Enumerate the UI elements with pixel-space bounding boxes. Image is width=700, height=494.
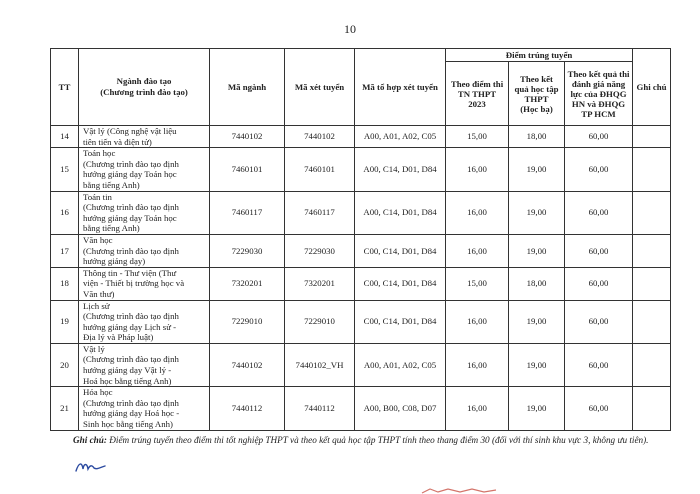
cell-admission-code: 7440102 [285, 126, 355, 148]
admission-score-table [50, 48, 671, 431]
cell-score-dhqg: 60,00 [565, 126, 633, 148]
header-note: Ghi chú [633, 49, 671, 126]
cell-major-code: 7440112 [210, 387, 285, 430]
cell-subject-group: C00, C14, D01, D84 [355, 267, 446, 300]
table-row [51, 234, 671, 267]
cell-note [633, 267, 671, 300]
cell-major-code: 7229010 [210, 300, 285, 343]
cell-score-hocba: 18,00 [509, 126, 565, 148]
header-score-group: Điểm trúng tuyển [446, 49, 633, 62]
cell-tt: 17 [51, 234, 79, 267]
header-admission-code: Mã xét tuyển [285, 49, 355, 126]
cell-note [633, 148, 671, 191]
cell-program: Lịch sử (Chương trình đào tạo định hướng giảng dạy Lịch sử - Địa lý và Pháp luật) [79, 300, 210, 343]
header-tt: TT [51, 49, 79, 126]
cell-note [633, 234, 671, 267]
cell-score-hocba: 19,00 [509, 148, 565, 191]
cell-score-thpt: 16,00 [446, 387, 509, 430]
cell-score-thpt: 16,00 [446, 343, 509, 386]
cell-score-dhqg: 60,00 [565, 148, 633, 191]
cell-program: Toán tin (Chương trình đào tạo định hướng giảng dạy Toán học bằng tiếng Anh) [79, 191, 210, 234]
cell-major-code: 7229030 [210, 234, 285, 267]
cell-admission-code: 7440112 [285, 387, 355, 430]
cell-major-code: 7440102 [210, 343, 285, 386]
cell-admission-code: 7320201 [285, 267, 355, 300]
cell-program: Thông tin - Thư viện (Thư viện - Thiết bị trường học và Văn thư) [79, 267, 210, 300]
cell-note [633, 387, 671, 430]
table-row [51, 148, 671, 191]
table-row [51, 267, 671, 300]
cell-subject-group: A00, A01, A02, C05 [355, 126, 446, 148]
cell-admission-code: 7460101 [285, 148, 355, 191]
footnote-text: Điểm trúng tuyển theo điểm thi tốt nghiệp THPT và theo kết quả học tập THPT tính theo thang điểm 30 (đối với thí sinh khu vực 3, không ưu tiên). [106, 435, 649, 445]
header-major-code: Mã ngành [210, 49, 285, 126]
table-body [51, 126, 671, 431]
table-row [51, 343, 671, 386]
cell-score-thpt: 16,00 [446, 191, 509, 234]
header-score-thpt: Theo điểm thi TN THPT 2023 [446, 62, 509, 126]
header-score-dhqg: Theo kết quả thi đánh giá năng lực của ĐHQG HN và ĐHQG TP HCM [565, 62, 633, 126]
cell-note [633, 126, 671, 148]
cell-note [633, 343, 671, 386]
cell-tt: 21 [51, 387, 79, 430]
cell-score-thpt: 16,00 [446, 300, 509, 343]
footnote-label: Ghi chú: [73, 435, 107, 445]
cell-score-thpt: 16,00 [446, 234, 509, 267]
cell-subject-group: C00, C14, D01, D84 [355, 234, 446, 267]
table-row [51, 387, 671, 430]
cell-score-dhqg: 60,00 [565, 343, 633, 386]
cell-subject-group: A00, A01, A02, C05 [355, 343, 446, 386]
cell-note [633, 300, 671, 343]
cell-admission-code: 7229030 [285, 234, 355, 267]
cell-score-dhqg: 60,00 [565, 267, 633, 300]
cell-note [633, 191, 671, 234]
cell-score-hocba: 19,00 [509, 191, 565, 234]
cell-tt: 18 [51, 267, 79, 300]
cell-score-thpt: 15,00 [446, 267, 509, 300]
cell-tt: 16 [51, 191, 79, 234]
cell-score-hocba: 19,00 [509, 300, 565, 343]
signature-mark [74, 460, 108, 474]
header-program: Ngành đào tạo (Chương trình đào tạo) [79, 49, 210, 126]
cell-tt: 15 [51, 148, 79, 191]
cell-program: Văn học (Chương trình đào tạo định hướng giảng dạy) [79, 234, 210, 267]
cell-tt: 19 [51, 300, 79, 343]
cell-score-thpt: 16,00 [446, 148, 509, 191]
stamp-fragment [420, 487, 500, 494]
table-row [51, 126, 671, 148]
cell-major-code: 7460117 [210, 191, 285, 234]
page-number: 10 [344, 22, 356, 36]
cell-score-hocba: 19,00 [509, 234, 565, 267]
table-row [51, 300, 671, 343]
cell-major-code: 7460101 [210, 148, 285, 191]
cell-subject-group: A00, C14, D01, D84 [355, 148, 446, 191]
cell-score-dhqg: 60,00 [565, 191, 633, 234]
cell-subject-group: A00, B00, C08, D07 [355, 387, 446, 430]
cell-major-code: 7320201 [210, 267, 285, 300]
cell-score-hocba: 19,00 [509, 387, 565, 430]
cell-tt: 14 [51, 126, 79, 148]
cell-score-dhqg: 60,00 [565, 387, 633, 430]
footnote [73, 434, 673, 447]
cell-subject-group: A00, C14, D01, D84 [355, 191, 446, 234]
cell-admission-code: 7229010 [285, 300, 355, 343]
cell-score-hocba: 18,00 [509, 267, 565, 300]
cell-admission-code: 7440102_VH [285, 343, 355, 386]
cell-score-dhqg: 60,00 [565, 234, 633, 267]
header-subject-group: Mã tổ hợp xét tuyển [355, 49, 446, 126]
cell-score-hocba: 19,00 [509, 343, 565, 386]
cell-program: Toán học (Chương trình đào tạo định hướng giảng dạy Toán học bằng tiếng Anh) [79, 148, 210, 191]
cell-program: Vật lý (Chương trình đào tạo định hướng giảng dạy Vật lý - Hoá học bằng tiếng Anh) [79, 343, 210, 386]
cell-major-code: 7440102 [210, 126, 285, 148]
cell-tt: 20 [51, 343, 79, 386]
cell-subject-group: C00, C14, D01, D84 [355, 300, 446, 343]
cell-program: Vật lý (Công nghệ vật liệu tiên tiến và điện tử) [79, 126, 210, 148]
table-row [51, 191, 671, 234]
table-header [51, 49, 671, 126]
cell-program: Hóa học (Chương trình đào tạo định hướng giảng dạy Hoá học - Sinh học bằng tiếng Anh) [79, 387, 210, 430]
cell-admission-code: 7460117 [285, 191, 355, 234]
header-score-hocba: Theo kết quả học tập THPT (Học bạ) [509, 62, 565, 126]
cell-score-dhqg: 60,00 [565, 300, 633, 343]
cell-score-thpt: 15,00 [446, 126, 509, 148]
